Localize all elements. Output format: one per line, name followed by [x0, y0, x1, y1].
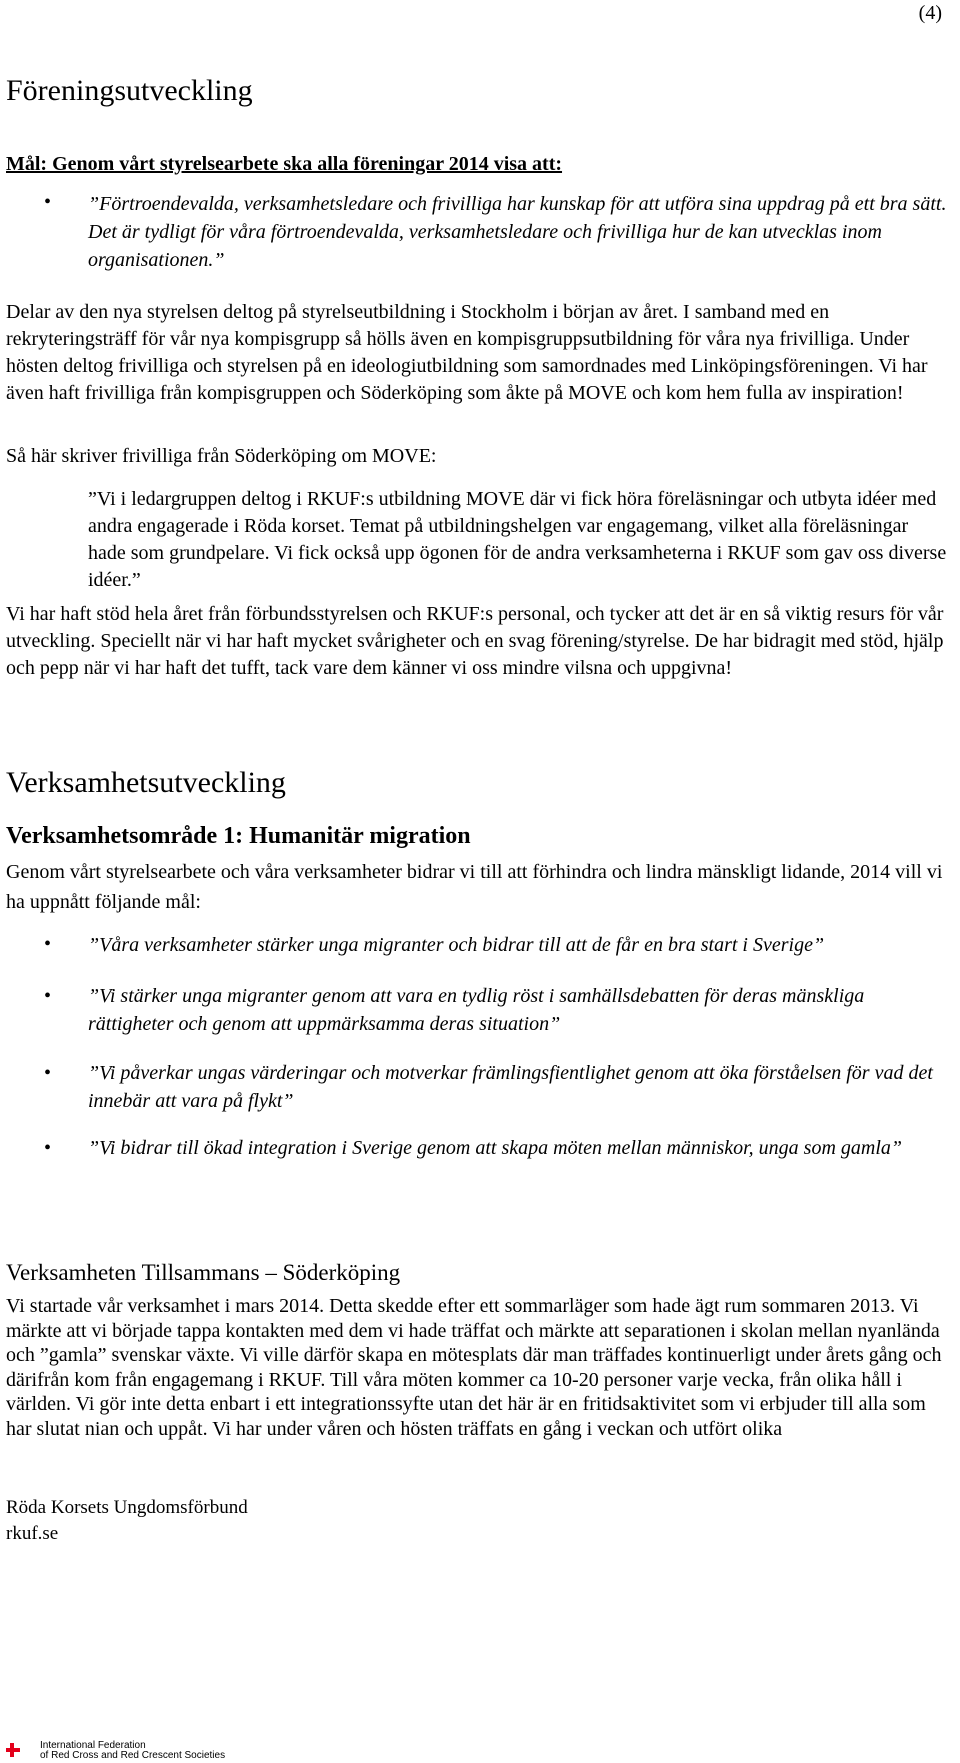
section-title-verksamhetsutveckling: Verksamhetsutveckling	[6, 766, 286, 799]
ifrc-line1: International Federation	[40, 1740, 146, 1751]
goal-bullet-1: ”Våra verksamheter stärker unga migranter och bidrar till att de får en bra start i Sverige”	[88, 934, 825, 956]
footer-org: Röda Korsets Ungdomsförbund	[6, 1497, 248, 1518]
heading-tillsammans: Verksamheten Tillsammans – Söderköping	[6, 1260, 401, 1285]
footer-site: rkuf.se	[6, 1523, 59, 1544]
paragraph-goals-intro: Genom vårt styrelsearbete och våra verksamheter bidrar vi till att förhindra och lindra mänskligt lidande, 2014 vill vi ha uppnått följande mål:	[6, 861, 943, 913]
move-quote: ”Vi i ledargruppen deltog i RKUF:s utbildning MOVE där vi fick höra föreläsningar och utbyta idéer med andra engagerade i Röda korset. Temat på utbildningshelgen var engagemang, vilket alla föreläsningar hade som grundpelare. Vi fick också upp ögonen för de andra verksamheterna i RKUF som gav oss diverse idéer.”	[88, 488, 947, 591]
page-number: (4)	[918, 2, 942, 24]
subtitle-humanitar-migration: Verksamhetsområde 1: Humanitär migration	[6, 823, 471, 849]
bullet-marker: •	[44, 933, 52, 955]
goal-bullet-3: ”Vi påverkar ungas värderingar och motverkar främlingsfientlighet genom att öka förståelsen för vad det innebär att vara på flykt”	[88, 1062, 933, 1112]
goal-bullet: ”Förtroendevalda, verksamhetsledare och frivilliga har kunskap för att utföra sina uppdrag på ett bra sätt. Det är tydligt för våra förtroendevalda, verksamhetsledare och frivilliga hur de kan utvecklas inom organisationen.”	[88, 193, 947, 271]
ifrc-logo	[6, 1741, 225, 1761]
goal-heading: Mål: Genom vårt styrelsearbete ska alla föreningar 2014 visa att:	[6, 153, 563, 175]
bullet-marker: •	[44, 1137, 52, 1159]
paragraph-tillsammans: Vi startade vår verksamhet i mars 2014. Detta skedde efter ett sommarläger som hade ägt rum sommaren 2013. Vi märkte att vi började tappa kontakten med dem vi hade träffat och märkte att separationen i skolan mellan nyanlända och ”gamla” svenskar växte. Vi ville därför skapa en mötesplats där man träffades kontinuerligt under årets gång och därifrån kom från engagemang i RKUF. Till våra möten kommer ca 10-20 personer varje vecka, från olika håll i världen. Vi gör inte detta enbart i ett integrationssyfte utan det här är en fritidsaktivitet som vi erbjuder till alla som har slutat nian och uppåt. Vi har under våren och hösten träffats en gång i veckan och utfört olika	[6, 1295, 942, 1440]
bullet-marker: •	[44, 191, 52, 213]
paragraph-move-intro: Så här skriver frivilliga från Söderköping om MOVE:	[6, 445, 437, 467]
goal-bullet-2: ”Vi stärker unga migranter genom att vara en tydlig röst i samhällsdebatten för deras mänskliga rättigheter och genom att uppmärksamma deras situation”	[88, 985, 865, 1035]
goal-bullet-4: ”Vi bidrar till ökad integration i Sverige genom att skapa möten mellan människor, unga som gamla”	[88, 1137, 903, 1159]
section-title-foreningsutveckling: Föreningsutveckling	[6, 74, 253, 107]
bullet-marker: •	[44, 1062, 52, 1084]
bullet-marker: •	[44, 985, 52, 1007]
paragraph-support: Vi har haft stöd hela året från förbundsstyrelsen och RKUF:s personal, och tycker att det är en så viktig resurs för vår utveckling. Speciellt när vi har haft mycket svårigheter och en svag förening/styrelse. De har bidragit med stöd, hjälp och pepp när vi har haft det tufft, tack vare dem känner vi oss mindre vilsna och uppgivna!	[6, 603, 944, 679]
red-cross-crescent-icon	[6, 1742, 34, 1760]
paragraph-training: Delar av den nya styrelsen deltog på styrelseutbildning i Stockholm i början av året. I samband med en rekryteringsträff för vår nya kompisgrupp så hölls även en kompisgruppsutbildning för våra nya frivilliga. Under hösten deltog frivilliga och styrelsen på en ideologiutbildning som samordnades med Linköpingsföreningen. Vi har även haft frivilliga från kompisgruppen och Söderköping som åkte på MOVE och kom hem fulla av inspiration!	[6, 301, 928, 404]
ifrc-line2: of Red Cross and Red Crescent Societies	[40, 1750, 226, 1761]
